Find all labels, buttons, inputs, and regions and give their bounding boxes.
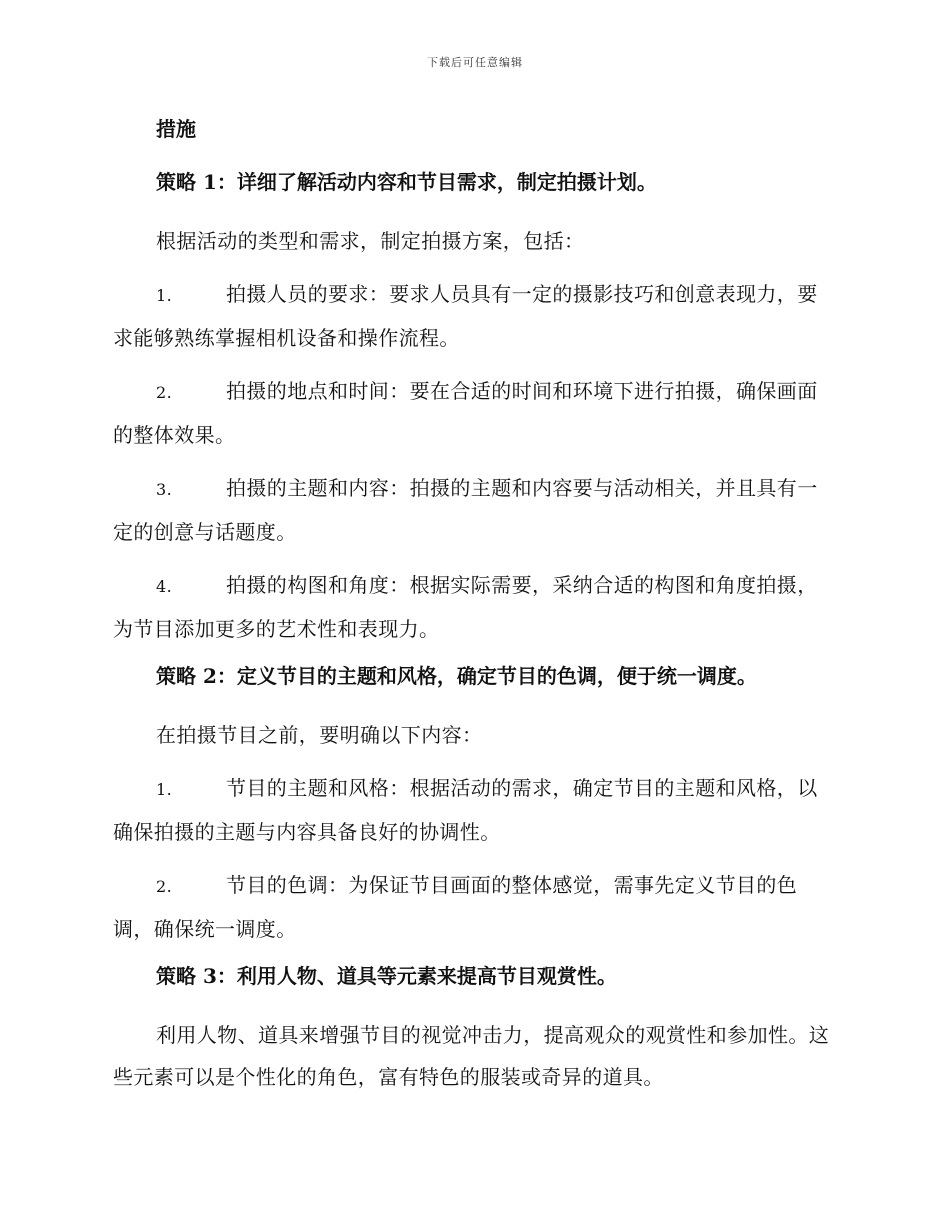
list-item [113, 864, 837, 950]
list-item-text: 拍摄的地点和时间：要在合适的时间和环境下进行拍摄，确保画面的整体效果。 [113, 379, 818, 447]
strategy-1-intro: 根据活动的类型和需求，制定拍摄方案，包括： [156, 229, 585, 253]
list-item [113, 767, 837, 853]
strategy-2-heading: 策略 2：定义节目的主题和风格，确定节目的色调，便于统一调度。 [156, 664, 757, 688]
list-item [113, 467, 837, 553]
list-item [113, 370, 837, 456]
page-header: 下载后可任意编辑 [427, 56, 523, 69]
strategy-3-body: 利用人物、道具来增强节目的视觉冲击力，提高观众的观赏性和参加性。这些元素可以是个性化的角色，富有特色的服装或奇异的道具。 [113, 1023, 830, 1089]
list-item [113, 273, 837, 359]
list-item-text: 拍摄的构图和角度：根据实际需要，采纳合适的构图和角度拍摄，为节目添加更多的艺术性和表现力。 [113, 573, 818, 641]
document-body [113, 112, 837, 1109]
list-item-number: 4. [156, 577, 173, 596]
strategy-1-heading: 策略 1：详细了解活动内容和节目需求，制定拍摄计划。 [156, 170, 657, 194]
list-item-number: 3. [156, 480, 173, 499]
list-item [113, 564, 837, 650]
list-item-text: 拍摄人员的要求：要求人员具有一定的摄影技巧和创意表现力，要求能够熟练掌握相机设备和操作流程。 [113, 282, 818, 350]
list-item-text: 节目的主题和风格：根据活动的需求，确定节目的主题和风格，以确保拍摄的主题与内容具备良好的协调性。 [113, 776, 818, 844]
list-item-text: 节目的色调：为保证节目画面的整体感觉，需事先定义节目的色调，确保统一调度。 [113, 873, 798, 941]
list-item-text: 拍摄的主题和内容：拍摄的主题和内容要与活动相关，并且具有一定的创意与话题度。 [113, 476, 818, 544]
list-item-number: 1. [156, 780, 173, 799]
list-item-number: 2. [156, 383, 173, 402]
section-title: 措施 [156, 117, 196, 141]
strategy-3-heading: 策略 3：利用人物、道具等元素来提高节目观赏性。 [156, 964, 617, 988]
list-item-number: 2. [156, 877, 173, 896]
strategy-2-intro: 在拍摄节目之前，要明确以下内容： [156, 723, 483, 747]
list-item-number: 1. [156, 286, 173, 305]
